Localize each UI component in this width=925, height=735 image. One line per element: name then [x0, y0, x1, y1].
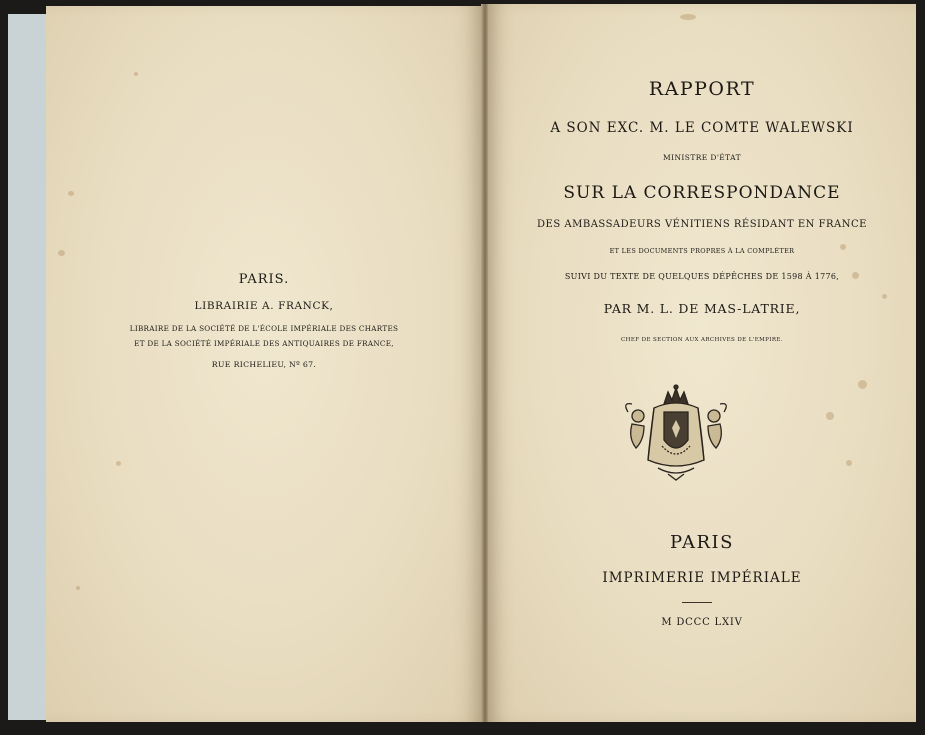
imprint-year: M DCCC LXIV — [661, 617, 743, 628]
publisher-affiliation-2: ET DE LA SOCIÉTÉ IMPÉRIALE DES ANTIQUAIRES DE FRANCE, — [134, 339, 394, 348]
addressee-role: MINISTRE D'ÉTAT — [663, 153, 741, 162]
publisher-address: RUE RICHELIEU, Nº 67. — [211, 360, 317, 369]
documents-line: ET LES DOCUMENTS PROPRES À LA COMPLÉTER — [609, 247, 795, 255]
imprint-city: PARIS — [670, 532, 734, 553]
coat-of-arms-icon — [624, 382, 728, 482]
publisher-city: PARIS. — [238, 272, 290, 287]
publisher-affiliation-1: LIBRAIRE DE LA SOCIÉTÉ DE L'ÉCOLE IMPÉRIALE DES CHARTES — [129, 324, 399, 333]
addressee: A SON EXC. M. LE COMTE WALEWSKI — [550, 120, 854, 136]
imprint-divider — [682, 602, 712, 603]
imprint-printer: IMPRIMERIE IMPÉRIALE — [602, 570, 802, 586]
subject-detail: DES AMBASSADEURS VÉNITIENS RÉSIDANT EN FRANCE — [537, 219, 867, 230]
document-title: RAPPORT — [648, 78, 756, 100]
left-page — [46, 6, 482, 722]
followed-by-line: SUIVI DU TEXTE DE QUELQUES DÉPÊCHES DE 1598 À 1776, — [564, 272, 840, 281]
author-line: PAR M. L. DE MAS-LATRIE, — [603, 301, 801, 316]
title-page — [488, 4, 916, 722]
publisher-name: LIBRAIRIE A. FRANCK, — [194, 300, 334, 312]
author-role: CHEF DE SECTION AUX ARCHIVES DE L'EMPIRE. — [621, 337, 783, 343]
subject-heading: SUR LA CORRESPONDANCE — [563, 183, 841, 203]
